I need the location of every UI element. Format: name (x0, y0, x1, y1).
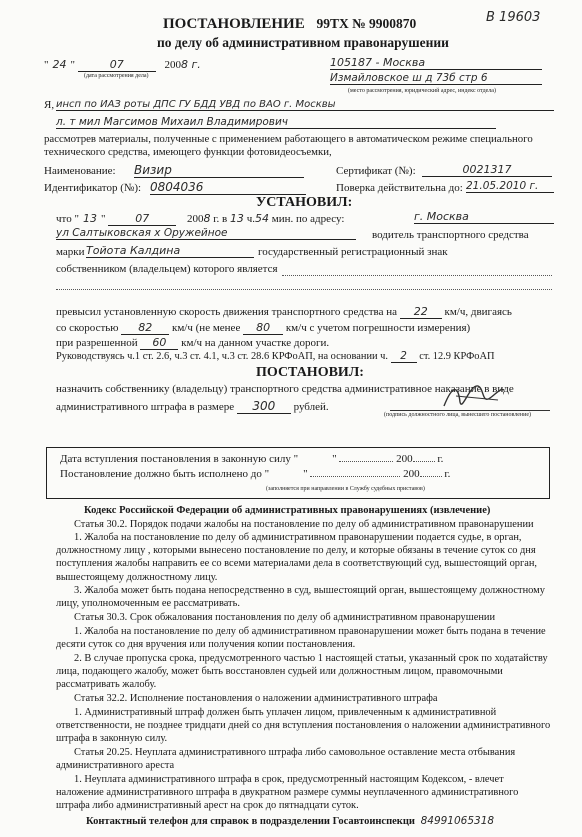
law-p7: Статья 32.2. Исполнение постановления о наложении административного штрафа (74, 693, 438, 704)
date-caption: (дата рассмотрения дела) (84, 73, 149, 79)
device-check-label: Поверка действительна до: (336, 182, 463, 194)
article-part-value: 2 (391, 350, 417, 363)
owner-blank-line-2 (56, 289, 552, 290)
law-p4: Статья 30.3. Срок обжалования постановления по делу об административном правонарушении (74, 612, 496, 623)
title-word: ПОСТАНОВЛЕНИЕ (163, 16, 305, 32)
law-p9: Статья 20.25. Неуплата административного штрафа либо самовольное оставление места отбывания административного ареста (56, 747, 516, 772)
law-p1: Статья 30.2. Порядок подачи жалобы на постановление по делу об административном правонарушении (74, 519, 534, 530)
official-prefix: Я, (44, 99, 55, 111)
device-cert-label: Сертификат (№): (336, 165, 416, 177)
owner-label: собственником (владельцем) которого является (56, 263, 278, 275)
established-heading: УСТАНОВИЛ: (256, 195, 353, 210)
violation-line-4: Руководствуясь ч.1 ст. 2.6, ч.3 ст. 4.1, ч.3 ст. 28.6 КРФоАП, на основании ч. 2 ст. 12.9 КРФоАП (56, 350, 495, 362)
official-line-2: л. т мил Магсимов Михаил Владимирович (56, 116, 496, 129)
effective-caption: (заполняется при направлении в Службу судебных приставов) (266, 486, 425, 492)
owner-blank-line (282, 275, 552, 276)
brand-label: марки (56, 246, 85, 258)
fine-value: 300 (237, 399, 291, 414)
corner-note: В 19603 (486, 10, 541, 25)
date-line: " 24 " 07 2008 г. (44, 58, 201, 71)
signature-caption: (подпись должностного лица, вынесшего постановление) (384, 412, 532, 418)
official-line-1: инсп по ИАЗ роты ДПС ГУ БДД УВД по ВАО г. Москвы (56, 99, 554, 111)
device-check-value: 21.05.2010 г. (466, 180, 554, 193)
date-day: 24 (52, 58, 67, 71)
footer-phone: 84991065318 (420, 815, 495, 827)
established-datetime: что " 13 " 07 2008 г. в 13 ч.54 мин. по адресу: (56, 212, 345, 225)
footer-label: Контактный телефон для справок в подразделении Госавтоинспекци (86, 816, 415, 827)
event-address-2: ул Салтыковская х Оружейное (56, 227, 356, 240)
document-number: 99ТХ № 9900870 (316, 16, 417, 31)
brand-value: Тойота Калдина (86, 244, 254, 258)
allowed-speed-value: 60 (140, 336, 178, 350)
resolution-heading: ПОСТАНОВИЛ: (256, 365, 364, 380)
device-name-value: Визир (134, 163, 304, 178)
reg-label: государственный регистрационный знак (258, 246, 448, 258)
device-cert-value: 0021317 (422, 163, 552, 177)
device-name-label: Наименование: (44, 165, 116, 177)
date-year-suffix: 8 г. (181, 58, 201, 71)
place-line-1: 105187 - Москва (330, 56, 542, 70)
law-p2: 1. Жалоба на постановление по делу об административном правонарушении подается судье, в орган, должностному лицу , которыми вынесено постановление по делу, и которые обязаны в течение суток со дня поступления жалобы направить ее со всеми материалами дела в соответствующий суд, вышестоящий орган, вышестоящему должностному лицу. (56, 532, 538, 583)
excess-value: 22 (400, 305, 442, 319)
violation-line-2: со скоростью 82 км/ч (не менее 80 км/ч с учетом погрешности измерения) (56, 321, 471, 334)
date-month: 07 (78, 58, 156, 72)
effective-line-1: Дата вступления постановления в законную силу " " 200 г. (60, 453, 444, 465)
law-p5: 1. Жалоба на постановление по делу об административном правонарушении может быть подана в течение десяти суток со дня вручения или получения копии постановления. (56, 626, 546, 651)
violation-line-1: превысил установленную скорость движения транспортного средства на 22 км/ч, двигаясь (56, 305, 512, 318)
effective-line-2: Постановление должно быть исполнено до " " 200 г. (60, 468, 451, 480)
device-id-value: 0804036 (150, 180, 306, 195)
event-minutes: 54 (254, 212, 269, 225)
place-caption: (место рассмотрения, юридический адрес, индекс отдела) (348, 88, 496, 94)
event-year-prefix: 200 (186, 213, 204, 225)
date-year-prefix: 200 (164, 59, 181, 71)
signature-line (390, 410, 550, 411)
violation-line-3: при разрешенной 60 км/ч на данном участке дороги. (56, 336, 330, 349)
law-p6: 2. В случае пропуска срока, предусмотренного частью 1 настоящей статьи, указанный срок по ходатайству лица, подающего жалобу, может быть восстановлен судьей или должностным лицом, правомочными рассматривать жалобу. (56, 653, 548, 691)
min-speed-value: 80 (243, 321, 283, 335)
event-day: 13 (82, 212, 97, 225)
event-year-suffix: 8 (203, 212, 211, 225)
resolution-line-1: назначить собственнику (владельцу) транспортного средства административное наказание в виде (56, 383, 514, 395)
speed-value: 82 (121, 321, 169, 335)
law-p3: 3. Жалоба может быть подана непосредственно в суд, вышестоящий орган, вышестоящему должностному лицу, уполномоченным ее рассматривать. (56, 585, 545, 610)
device-id-label: Идентификатор (№): (44, 182, 142, 194)
official-text: рассмотрев материалы, полученные с применением работающего в автоматическом режиме специального технического средства, имеющего функции фотовидеосъемки, (44, 133, 533, 159)
document-subtitle: по делу об административном правонарушении (157, 35, 449, 50)
event-address-1: г. Москва (414, 210, 554, 224)
footer-contact (86, 815, 494, 827)
event-hours: 13 (229, 212, 244, 225)
law-p10: 1. Неуплата административного штрафа в срок, предусмотренный настоящим Кодексом, - влечет наложение административного штрафа в двукратном размере суммы неуплаченного административного штрафа либо административный арест на срок до пятнадцати суток. (56, 774, 519, 812)
official-signature (438, 378, 508, 414)
driver-label: водитель транспортного средства (372, 229, 529, 241)
resolution-line-2: административного штрафа в размере 300 рублей. (56, 399, 329, 413)
event-month: 07 (108, 212, 176, 226)
document-title (163, 16, 416, 33)
law-p8: 1. Административный штраф должен быть уплачен лицом, привлеченным к административной ответственности, не позднее тридцати дней со дня вступления постановления о наложении административного штрафа в законную силу. (56, 707, 551, 745)
place-line-2: Измайловское ш д 73б стр 6 (330, 72, 542, 85)
law-title: Кодекс Российской Федерации об административных правонарушениях (извлечение) (84, 505, 491, 516)
